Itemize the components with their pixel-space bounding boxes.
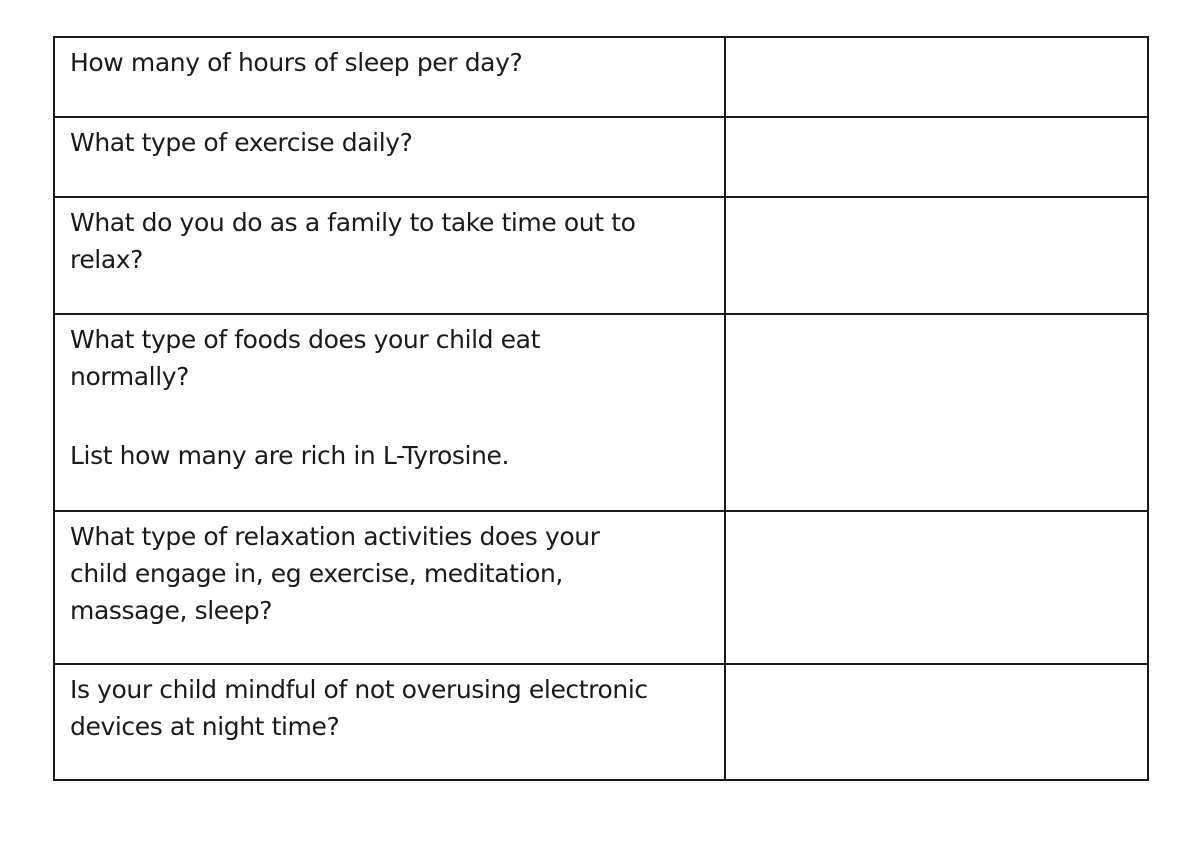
question-text: massage, sleep? bbox=[70, 596, 273, 625]
question-cell bbox=[54, 37, 725, 117]
table-row bbox=[54, 197, 1148, 314]
question-cell bbox=[54, 117, 725, 197]
question-text: devices at night time? bbox=[70, 712, 340, 741]
question-text: How many of hours of sleep per day? bbox=[70, 48, 523, 77]
answer-cell[interactable] bbox=[725, 314, 1148, 511]
question-cell bbox=[54, 314, 725, 511]
question-text: child engage in, eg exercise, meditation, bbox=[70, 559, 563, 588]
question-text: What do you do as a family to take time out to bbox=[70, 208, 636, 237]
question-cell bbox=[54, 664, 725, 780]
table-row bbox=[54, 511, 1148, 664]
question-text: What type of foods does your child eat bbox=[70, 325, 540, 354]
question-text: What type of relaxation activities does your bbox=[70, 522, 600, 551]
question-cell bbox=[54, 511, 725, 664]
answer-cell[interactable] bbox=[725, 37, 1148, 117]
question-text: List how many are rich in L-Tyrosine. bbox=[70, 441, 510, 470]
answer-cell[interactable] bbox=[725, 117, 1148, 197]
table-row bbox=[54, 314, 1148, 511]
question-cell bbox=[54, 197, 725, 314]
question-text: What type of exercise daily? bbox=[70, 128, 413, 157]
question-text: Is your child mindful of not overusing electronic bbox=[70, 675, 648, 704]
questionnaire-table bbox=[53, 36, 1149, 781]
answer-cell[interactable] bbox=[725, 511, 1148, 664]
answer-cell[interactable] bbox=[725, 664, 1148, 780]
answer-cell[interactable] bbox=[725, 197, 1148, 314]
table-row bbox=[54, 37, 1148, 117]
question-text: normally? bbox=[70, 362, 190, 391]
paragraph-gap bbox=[70, 395, 714, 437]
question-text: relax? bbox=[70, 245, 144, 274]
table-row bbox=[54, 664, 1148, 780]
table-row bbox=[54, 117, 1148, 197]
